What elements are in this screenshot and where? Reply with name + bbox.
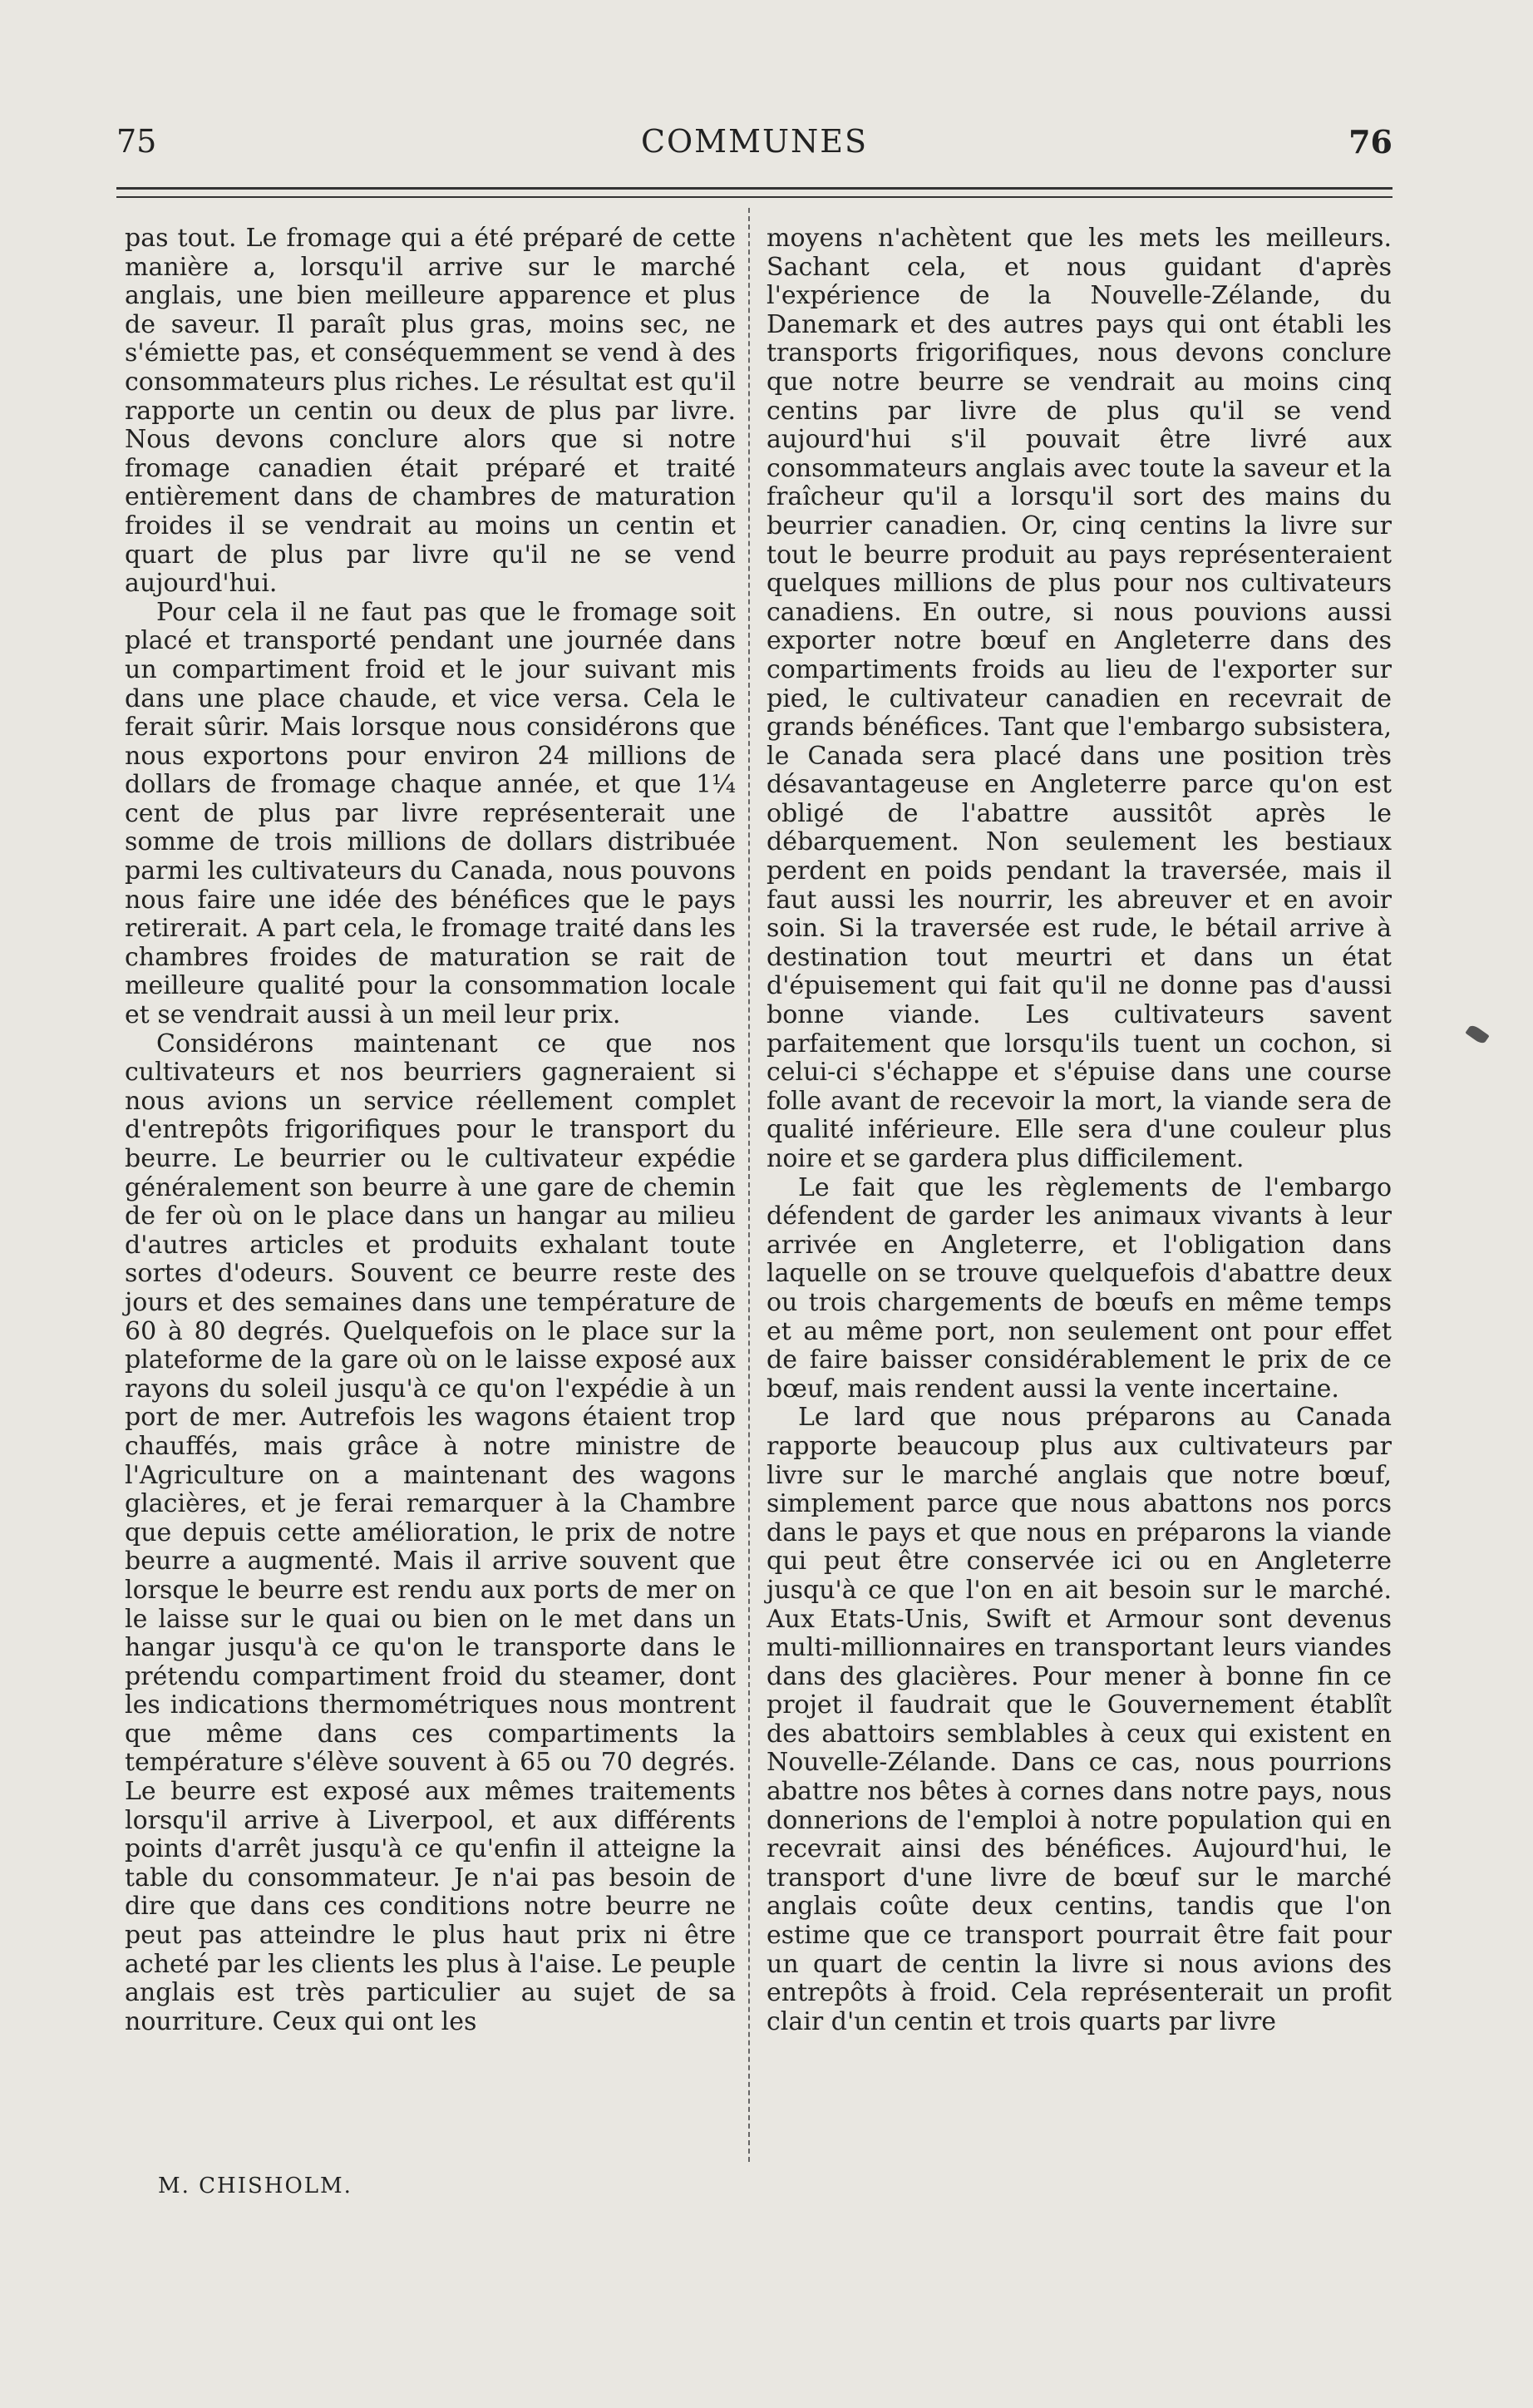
page-title: COMMUNES (640, 123, 869, 160)
paragraph: Considérons maintenant ce que nos cultivateurs et nos beurriers gagneraient si nous avions un service réellement complet d'entrepôts frigorifiques pour le transport du beurre. Le beurrier ou le cultivateur expédie généralement son beurre à une gare de chemin de fer où on le place dans un hangar au milieu d'autres articles et produits exhalant toute sortes d'odeurs. Souvent ce beurre reste des jours et des semaines dans une température de 60 à 80 degrés. Quelquefois on le place sur la plateforme de la gare où on le laisse exposé aux rayons du soleil jusqu'à ce qu'on l'expédie à un port de mer. Autrefois les wagons étaient trop chauffés, mais grâce à notre ministre de l'Agriculture on a maintenant des wagons glacières, et je ferai remarquer à la Chambre que depuis cette amélioration, le prix de notre beurre a augmenté. Mais il arrive souvent que lorsque le beurre est rendu aux ports de mer on le laisse sur le quai ou bien on le met dans un hangar jusqu'à ce qu'on le transporte dans le prétendu compartiment froid du steamer, dont les indications thermométriques nous montrent que même dans ces compartiments la température s'élève souvent à 65 ou 70 degrés. Le beurre est exposé aux mêmes traitements lorsqu'il arrive à Liverpool, et aux différents points d'arrêt jusqu'à ce qu'enfin il atteigne la table du consommateur. Je n'ai pas besoin de dire que dans ces conditions notre beurre ne peut pas atteindre le plus haut prix ni être acheté par les clients les plus à l'aise. Le peuple anglais est très particulier au sujet de sa nourriture. Ceux qui ont les (125, 1029, 736, 2036)
left-page-number: 75 (116, 123, 157, 160)
header-rule-top (116, 187, 1393, 190)
ink-smudge (1465, 1024, 1489, 1045)
paragraph: Le lard que nous préparons au Canada rapporte beaucoup plus aux cultivateurs par livre sur le marché anglais que notre bœuf, simplement parce que nous abattons nos porcs dans le pays et que nous en préparons la viande qui peut être conservée ici ou en Angleterre jusqu'à ce que l'on en ait besoin sur le marché. Aux Etats-Unis, Swift et Armour sont devenus multi-millionnaires en transportant leurs viandes dans des glacières. Pour mener à bonne fin ce projet il faudrait que le Gouvernement établît des abattoirs semblables à ceux qui existent en Nouvelle-Zélande. Dans ce cas, nous pourrions abattre nos bêtes à cornes dans notre pays, nous donnerions de l'emploi à notre population qui en recevrait ainsi des bénéfices. Aujourd'hui, le transport d'une livre de bœuf sur le marché anglais coûte deux centins, tandis que l'on estime que ce transport pourrait être fait pour un quart de centin la livre si nous avions des entrepôts à froid. Cela représenterait un profit clair d'un centin et trois quarts par livre (766, 1403, 1392, 2036)
speaker-name: M. CHISHOLM. (158, 2174, 352, 2198)
left-column (125, 225, 736, 2036)
right-column (766, 225, 1392, 2036)
right-page-number: 76 (1348, 123, 1393, 160)
paragraph: moyens n'achètent que les mets les meilleurs. Sachant cela, et nous guidant d'après l'expérience de la Nouvelle-Zélande, du Danemark et des autres pays qui ont établi les transports frigorifiques, nous devons conclure que notre beurre se vendrait au moins cinq centins par livre de plus qu'il se vend aujourd'hui s'il pouvait être livré aux consommateurs anglais avec toute la saveur et la fraîcheur qu'il a lorsqu'il sort des mains du beurrier canadien. Or, cinq centins la livre sur tout le beurre produit au pays représenteraient quelques millions de plus pour nos cultivateurs canadiens. En outre, si nous pouvions aussi exporter notre bœuf en Angleterre dans des compartiments froids au lieu de l'exporter sur pied, le cultivateur canadien en recevrait de grands bénéfices. Tant que l'embargo subsistera, le Canada sera placé dans une position très désavantageuse en Angleterre parce qu'on est obligé de l'abattre aussitôt après le débarquement. Non seulement les bestiaux perdent en poids pendant la traversée, mais il faut aussi les nourrir, les abreuver et en avoir soin. Si la traversée est rude, le bétail arrive à destination tout meurtri et dans un état d'épuisement qui fait qu'il ne donne pas d'aussi bonne viande. Les cultivateurs savent parfaitement que lorsqu'ils tuent un cochon, si celui-ci s'échappe et s'épuise dans une course folle avant de recevoir la mort, la viande sera de qualité inférieure. Elle sera d'une couleur plus noire et se gardera plus difficilement. (766, 224, 1392, 1173)
paragraph: Le fait que les règlements de l'embargo défendent de garder les animaux vivants à leur arrivée en Angleterre, et l'obligation dans laquelle on se trouve quelquefois d'abattre deux ou trois chargements de bœufs en même temps et au même port, non seulement ont pour effet de faire baisser considérablement le prix de ce bœuf, mais rendent aussi la vente incertaine. (766, 1172, 1392, 1404)
column-divider (748, 208, 750, 2162)
page-header (116, 123, 1393, 173)
paragraph: Pour cela il ne faut pas que le fromage soit placé et transporté pendant une journée dans un compartiment froid et le jour suivant mis dans une place chaude, et vice versa. Cela le ferait sûrir. Mais lorsque nous considérons que nous exportons pour environ 24 millions de dollars de fromage chaque année, et que 1¼ cent de plus par livre représenterait une somme de trois millions de dollars distribuée parmi les cultivateurs du Canada, nous pouvons nous faire une idée des bénéfices que le pays retirerait. A part cela, le fromage traité dans les chambres froides de maturation se rait de meilleure qualité pour la consommation locale et se vendrait aussi à un meil leur prix. (125, 597, 736, 1030)
header-rule-bottom (116, 196, 1393, 198)
paragraph: pas tout. Le fromage qui a été préparé de cette manière a, lorsqu'il arrive sur le marché anglais, une bien meilleure apparence et plus de saveur. Il paraît plus gras, moins sec, ne s'émiette pas, et conséquemment se vend à des consommateurs plus riches. Le résultat est qu'il rapporte un centin ou deux de plus par livre. Nous devons conclure alors que si notre fromage canadien était préparé et traité entièrement dans de chambres de maturation froides il se vendrait au moins un centin et quart de plus par livre qu'il ne se vend aujourd'hui. (125, 224, 736, 599)
